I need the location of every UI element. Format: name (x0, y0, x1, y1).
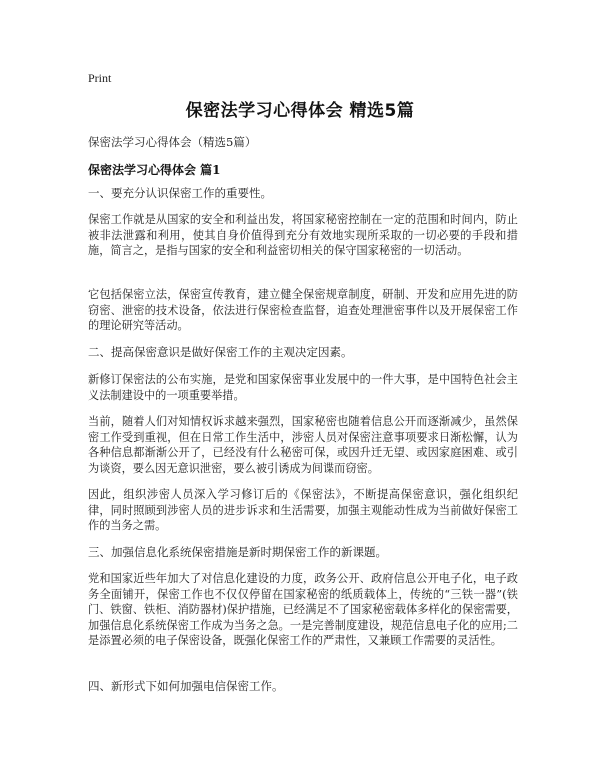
paragraph-heading-3: 三、加强信息化系统保密措施是新时期保密工作的新课题。 (88, 545, 387, 559)
paragraph-heading-4: 四、新形式下如何加强电信保密工作。 (88, 679, 284, 693)
paragraph: 保密工作就是从国家的安全和利益出发，将国家秘密控制在一定的范围和时间内，防止被非法泄露和利用，使其自身价值得到充分有效地实现所采取的一切必要的手段和措施，简言之，是指与国家的安全和利益密切相关的保守国家秘密的一切活动。 (88, 213, 518, 258)
paragraph: 党和国家近些年加大了对信息化建设的力度，政务公开、政府信息公开电子化，电子政务全面铺开，保密工作也不仅仅停留在国家秘密的纸质载体上，传统的“三铁一器”(铁门、铁窗、铁柜、消防器材)保护措施，已经满足不了国家秘密载体多样化的保密需要，加强信息化系统保密工作成为当务之急。一是完善制度建设，规范信息电子化的应用;二是添置必须的电子保密设备，既强化保密工作的严肃性，又兼顾工作需要的灵活性。 (88, 572, 518, 648)
document-title: 保密法学习心得体会 精选5篇 (185, 101, 415, 121)
paragraph-heading-1: 一、要充分认识保密工作的重要性。 (88, 186, 272, 200)
paragraph: 它包括保密立法，保密宣传教育，建立健全保密规章制度，研制、开发和应用先进的防窃密、泄密的技术设备，依法进行保密检查监督，追查处理泄密事件以及开展保密工作的理论研究等活动。 (88, 288, 518, 333)
paragraph: 因此，组织涉密人员深入学习修订后的《保密法》，不断提高保密意识，强化组织纪律，同时照顾到涉密人员的进步诉求和生活需要，加强主观能动性成为当前做好保密工作的当务之需。 (88, 488, 518, 533)
document-subtitle: 保密法学习心得体会（精选5篇） (88, 135, 257, 149)
paragraph: 新修订保密法的公布实施，是党和国家保密事业发展中的一件大事，是中国特色社会主义法制建设中的一项重要举措。 (88, 373, 518, 402)
section-heading: 保密法学习心得体会 篇1 (88, 163, 221, 177)
paragraph: 当前，随着人们对知情权诉求越来强烈，国家秘密也随着信息公开而逐渐减少，虽然保密工作受到重视，但在日常工作生活中，涉密人员对保密注意事项要求日渐松懈，认为各种信息都渐渐公开了，已经没有什么秘密可保，或因升迁无望、或因家庭困难、或引为谈资，要么因无意识泄密，要么被引诱成为间谍而窃密。 (88, 415, 518, 475)
print-link[interactable]: Print (88, 71, 112, 85)
paragraph-heading-2: 二、提高保密意识是做好保密工作的主观决定因素。 (88, 345, 353, 359)
